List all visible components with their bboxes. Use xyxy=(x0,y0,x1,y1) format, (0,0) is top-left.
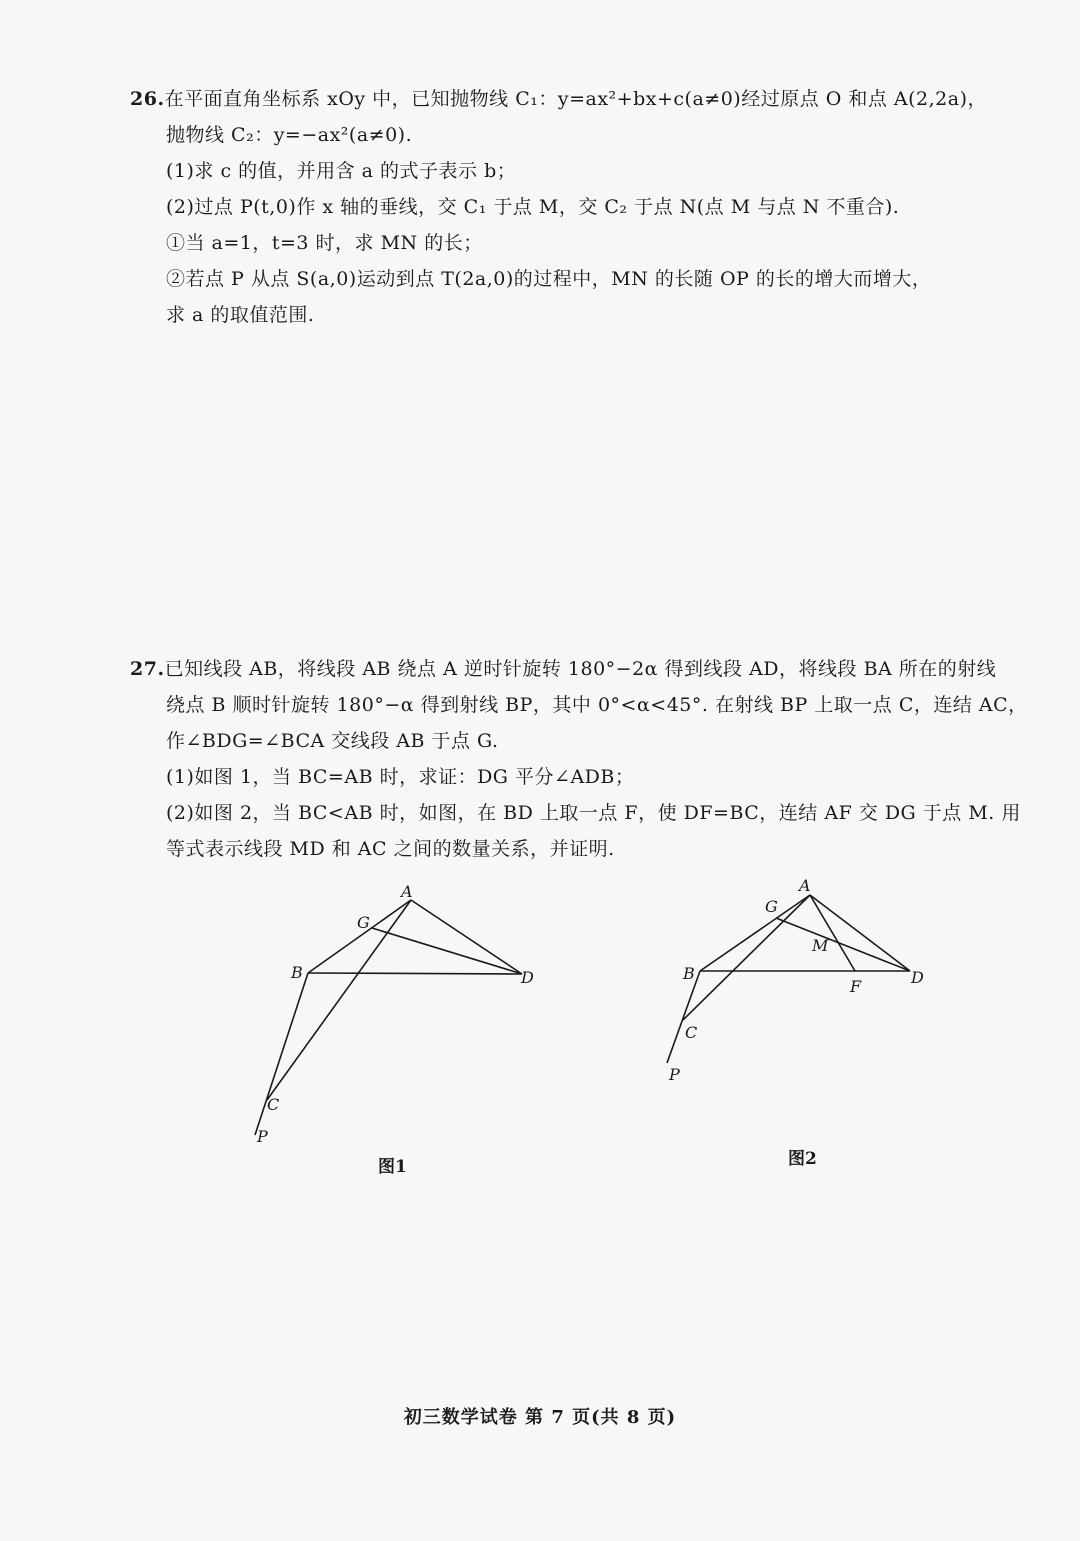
label-C: C xyxy=(685,1023,698,1042)
problem-27-text: 已知线段 AB，将线段 AB 绕点 A 逆时针旋转 180°−2α 得到线段 AD，将线段 BA 所在的射线 xyxy=(164,658,997,680)
label-M: M xyxy=(812,936,829,955)
label-B: B xyxy=(683,964,695,983)
segment-AB xyxy=(700,895,810,971)
page-footer: 初三数学试卷 第 7 页(共 8 页) xyxy=(403,1407,677,1428)
figure-1-caption: 图1 xyxy=(378,1157,407,1177)
figure-2 xyxy=(650,870,950,1169)
ray-BP xyxy=(667,971,700,1063)
segment-GD xyxy=(776,918,910,971)
segment-BD xyxy=(308,973,522,974)
label-F: F xyxy=(850,977,862,996)
segment-AD xyxy=(810,895,910,971)
segment-AC xyxy=(683,895,810,1020)
segment-GD xyxy=(372,928,522,974)
label-P: P xyxy=(257,1127,268,1146)
label-G: G xyxy=(357,913,370,932)
figure-1 xyxy=(240,870,560,1177)
figure-2-diagram xyxy=(650,870,950,1100)
label-D: D xyxy=(911,968,924,987)
segment-AC xyxy=(267,900,411,1100)
label-A: A xyxy=(401,882,413,901)
segment-AF xyxy=(810,895,855,971)
label-G: G xyxy=(765,897,778,916)
problem-27-part-2-cont: 等式表示线段 MD 和 AC 之间的数量关系，并证明. xyxy=(166,838,615,860)
problem-26-sub-2: ②若点 P 从点 S(a,0)运动到点 T(2a,0)的过程中，MN 的长随 OP 的长的增大而增大， xyxy=(166,268,932,290)
label-C: C xyxy=(267,1095,280,1114)
problem-27-line-1 xyxy=(130,656,996,682)
problem-26-sub-2-cont: 求 a 的取值范围. xyxy=(166,304,315,326)
problem-26-line-1 xyxy=(130,86,987,112)
label-D: D xyxy=(521,968,534,987)
problem-27-part-2: (2)如图 2，当 BC<AB 时，如图，在 BD 上取一点 F，使 DF=BC，连结 AF 交 DG 于点 M. 用 xyxy=(166,802,1021,824)
problem-26-text: 在平面直角坐标系 xOy 中，已知抛物线 C₁：y=ax²+bx+c(a≠0)经过原点 O 和点 A(2,2a)， xyxy=(164,88,987,110)
figure-1-diagram xyxy=(240,870,560,1150)
segment-AD xyxy=(411,900,522,974)
label-B: B xyxy=(291,963,303,982)
problem-26-part-2: (2)过点 P(t,0)作 x 轴的垂线，交 C₁ 于点 M，交 C₂ 于点 N(点 M 与点 N 不重合). xyxy=(166,196,900,218)
problem-26-line-2: 抛物线 C₂：y=−ax²(a≠0). xyxy=(166,124,413,146)
problem-27-number: 27. xyxy=(130,658,165,680)
problem-26-part-1: (1)求 c 的值，并用含 a 的式子表示 b； xyxy=(166,160,517,182)
problem-26-number: 26. xyxy=(130,88,165,110)
segment-AB xyxy=(308,900,411,973)
problem-26-sub-1: ①当 a=1，t=3 时，求 MN 的长； xyxy=(166,232,483,254)
figure-2-caption: 图2 xyxy=(788,1149,817,1169)
problem-27-line-2: 绕点 B 顺时针旋转 180°−α 得到射线 BP，其中 0°<α<45°. 在射线 BP 上取一点 C，连结 AC， xyxy=(166,694,1028,716)
label-P: P xyxy=(669,1065,680,1084)
label-A: A xyxy=(799,876,811,895)
problem-27-part-1: (1)如图 1，当 BC=AB 时，求证：DG 平分∠ADB； xyxy=(166,766,635,788)
problem-27-line-3: 作∠BDG=∠BCA 交线段 AB 于点 G. xyxy=(166,730,499,752)
